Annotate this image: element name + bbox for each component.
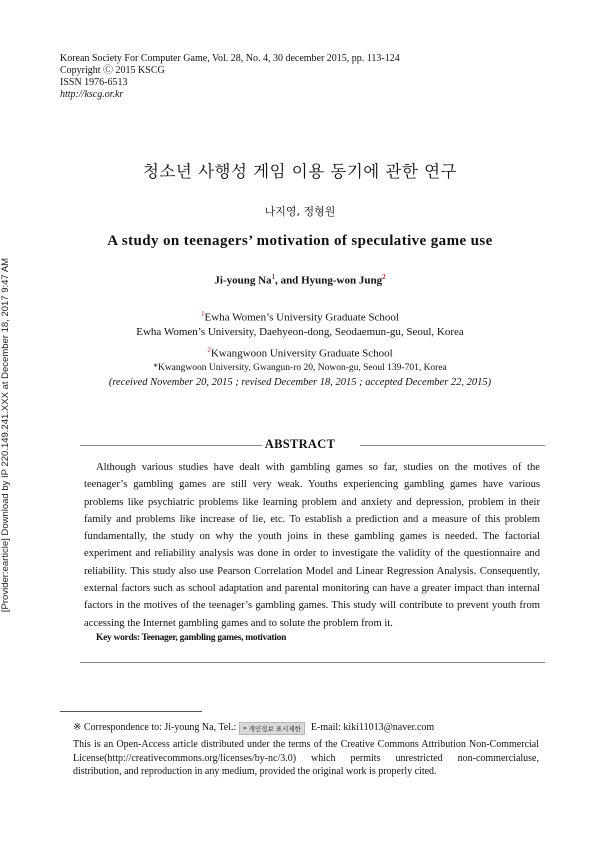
affiliation-1-sup: 1 bbox=[201, 310, 205, 318]
abstract-rule-right bbox=[360, 445, 545, 446]
author-1: Ji-young Na bbox=[214, 274, 272, 287]
affiliation-1-address-text: Ewha Women’s University, Daehyeon-dong, Seodaemun-gu, Seoul, Korea bbox=[136, 326, 464, 338]
abstract-body: Although various studies have dealt with gambling games so far, studies on the motives of the teenager’s gambling games are still very weak. Youths experiencing gambling games have various problems like psychiatric problems like learning problem and anxiety and depression, problem in their family and problems like increase of lie, etc. To establish a prediction and a measure of this problem fundamentally, the study on why the youth joins in these gambling games is needed. The factorial experiment and reliability analysis was done in order to investigate the validity of the questionnaire and reliability. This study also use Pearson Correlation Model and Linear Regression Analysis. Consequently, external factors such as school adaptation and parental monitoring can have a greater impact than internal factors in the motives of the teenager’s gambling games. This study will contribute to prevent youth from accessing the Internet gambling games and to solute the problem from it. bbox=[84, 462, 540, 629]
correspondence-email: E-mail: kiki11013@naver.com bbox=[310, 722, 435, 733]
journal-copyright: Copyright Ⓒ 2015 KSCG bbox=[60, 65, 165, 76]
correspondence-line bbox=[73, 722, 434, 735]
paper-title-english: A study on teenagers’ motivation of speculative game use bbox=[107, 233, 493, 249]
affiliation-2-sup: 2 bbox=[207, 346, 211, 354]
correspondence-text: ※ Correspondence to: Ji-young Na, Tel.: bbox=[73, 722, 237, 733]
keywords: Key words: Teenager, gambling games, motivation bbox=[96, 633, 287, 643]
affiliation-2-address-text: *Kwangwoon University, Gwangun-ro 20, Nowon-gu, Seoul 139-701, Korea bbox=[153, 363, 447, 373]
download-stamp: [Provider:earticle] Download by IP 220.149.241.XXX at December 18, 2017 9:47 AM bbox=[0, 257, 11, 613]
authors-english bbox=[0, 273, 600, 287]
author-1-sup: 1 bbox=[271, 273, 276, 281]
paper-title-korean: 청소년 사행성 게임 이용 동기에 관한 연구 bbox=[143, 162, 457, 181]
authors-korean: 나지영, 정형원 bbox=[264, 205, 336, 218]
license-statement: This is an Open-Access article distributed under the terms of the Creative Commons Attribution Non-Commercial License(http://creativecommons.org/licenses/by-nc/3.0) which permits unrestricted non-commercialuse, distribution, and reproduction in any medium, provided the original work is properly cited. bbox=[73, 739, 539, 777]
journal-url[interactable]: http://kscg.or.kr bbox=[60, 89, 124, 100]
affiliation-2-name: Kwangwoon University Graduate School bbox=[210, 347, 393, 360]
author-separator: , and bbox=[275, 274, 302, 287]
journal-issn: ISSN 1976-6513 bbox=[60, 77, 128, 88]
affiliation-2-address bbox=[0, 361, 600, 375]
affiliation-1 bbox=[0, 307, 600, 325]
affiliation-1-name: Ewha Women’s University Graduate School bbox=[204, 311, 399, 324]
redacted-phone: * 개인정보 표시제한 bbox=[239, 722, 305, 735]
author-2-sup: 2 bbox=[382, 273, 386, 281]
submission-dates: (received November 20, 2015 ; revised December 18, 2015 ; accepted December 22, 2015) bbox=[108, 377, 492, 388]
abstract-heading: ABSTRACT bbox=[264, 437, 336, 451]
journal-citation: Korean Society For Computer Game, Vol. 28, No. 4, 30 december 2015, pp. 113-124 bbox=[60, 53, 400, 64]
abstract-bottom-rule bbox=[80, 662, 545, 663]
footnote-rule bbox=[60, 711, 202, 712]
author-2: Hyung-won Jung bbox=[301, 274, 383, 287]
affiliation-1-address bbox=[0, 325, 600, 339]
affiliation-2 bbox=[0, 343, 600, 361]
